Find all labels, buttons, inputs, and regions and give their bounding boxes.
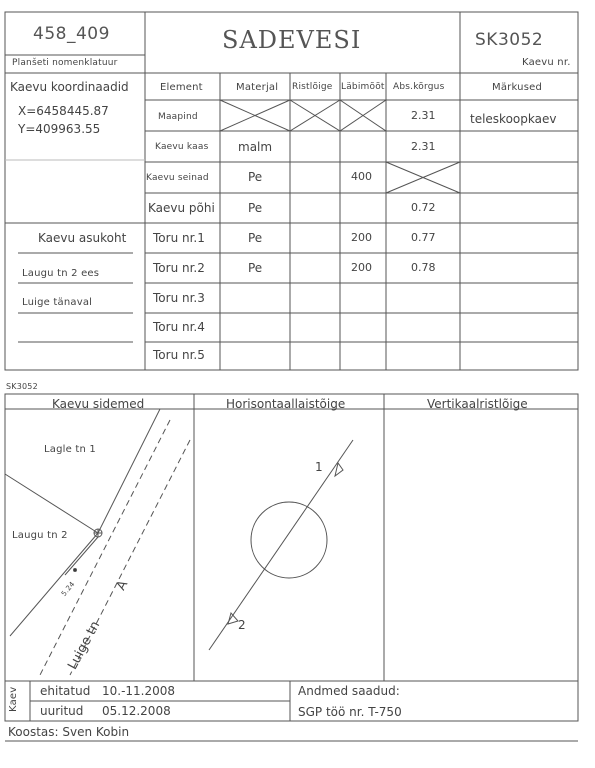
table-row-element: Toru nr.1 [153, 231, 205, 245]
table-row-element: Kaevu kaas [155, 142, 209, 152]
table-row-material: Pe [248, 201, 263, 215]
link-label-street1: Lagle tn 1 [44, 444, 96, 455]
coordinate-y: Y=409963.55 [18, 122, 101, 136]
footer-measured-date: 05.12.2008 [102, 704, 171, 718]
link-label-side: A [113, 578, 132, 593]
table-row-material: Pe [248, 261, 263, 275]
table-row-abs-height: 0.78 [411, 261, 436, 274]
coordinates-label: Kaevu koordinaadid [10, 80, 129, 94]
footer-surveyed-label: ehitatud [40, 684, 91, 698]
table-row-diameter: 400 [351, 170, 372, 183]
well-number-label: Kaevu nr. [522, 57, 571, 68]
sheet-ref: SK3052 [6, 382, 38, 391]
section-title-vertical: Vertikaalristlõige [427, 397, 528, 411]
table-row-diameter: 200 [351, 261, 372, 274]
link-label-main-street: Luige tn [65, 618, 104, 673]
table-row-element: Toru nr.4 [153, 320, 205, 334]
table-row-abs-height: 2.31 [411, 140, 436, 153]
table-row-notes: teleskoopkaev [470, 112, 557, 126]
link-dimension: 5.24 [59, 580, 77, 598]
coordinate-x: X=6458445.87 [18, 104, 109, 118]
table-row-element: Maapind [158, 112, 198, 122]
table-row-element: Toru nr.5 [153, 348, 205, 362]
footer-data-source-label: Andmed saadud: [298, 684, 400, 698]
table-row-material: Pe [248, 231, 263, 245]
col-header-cross-section: Ristlõige [292, 82, 333, 92]
table-row-diameter: 200 [351, 231, 372, 244]
table-row-material: Pe [248, 170, 263, 184]
section-title-links: Kaevu sidemed [52, 397, 145, 411]
col-header-diameter: Läbimõõt [341, 82, 385, 92]
well-number: SK3052 [475, 30, 544, 50]
table-row-element: Kaevu seinad [146, 173, 209, 183]
footer-data-source-value: SGP töö nr. T-750 [298, 705, 402, 719]
pipe-label-2: 2 [238, 618, 246, 632]
pipe-label-1: 1 [315, 460, 323, 474]
table-row-element: Kaevu põhi [148, 201, 215, 215]
footer-surveyed-date: 10.-11.2008 [102, 684, 176, 698]
location-line-2: Luige tänaval [22, 297, 93, 308]
footer-compiled-by: Koostas: Sven Kobin [8, 725, 130, 739]
col-header-abs-height: Abs.kõrgus [393, 82, 445, 92]
table-row-element: Toru nr.3 [153, 291, 205, 305]
col-header-notes: Märkused [492, 82, 542, 93]
section-title-horizontal: Horisontaallaistõige [226, 397, 346, 411]
link-label-street2: Laugu tn 2 [12, 530, 68, 541]
footer-side-label: Kaev [8, 686, 19, 712]
nomenclature-label: Planšeti nomenklatuur [12, 58, 118, 68]
table-row-abs-height: 2.31 [411, 109, 436, 122]
table-row-abs-height: 0.77 [411, 231, 436, 244]
location-line-1: Laugu tn 2 ees [22, 268, 100, 279]
col-header-element: Element [160, 82, 203, 93]
location-label: Kaevu asukoht [38, 231, 127, 245]
table-row-element: Toru nr.2 [153, 261, 205, 275]
page-title: SADEVESI [222, 26, 362, 54]
col-header-material: Materjal [236, 82, 279, 93]
footer-measured-label: uuritud [40, 704, 84, 718]
table-row-abs-height: 0.72 [411, 201, 436, 214]
table-row-material: malm [238, 140, 273, 154]
well-circle [251, 502, 327, 578]
nomenclature-number: 458_409 [33, 24, 110, 44]
